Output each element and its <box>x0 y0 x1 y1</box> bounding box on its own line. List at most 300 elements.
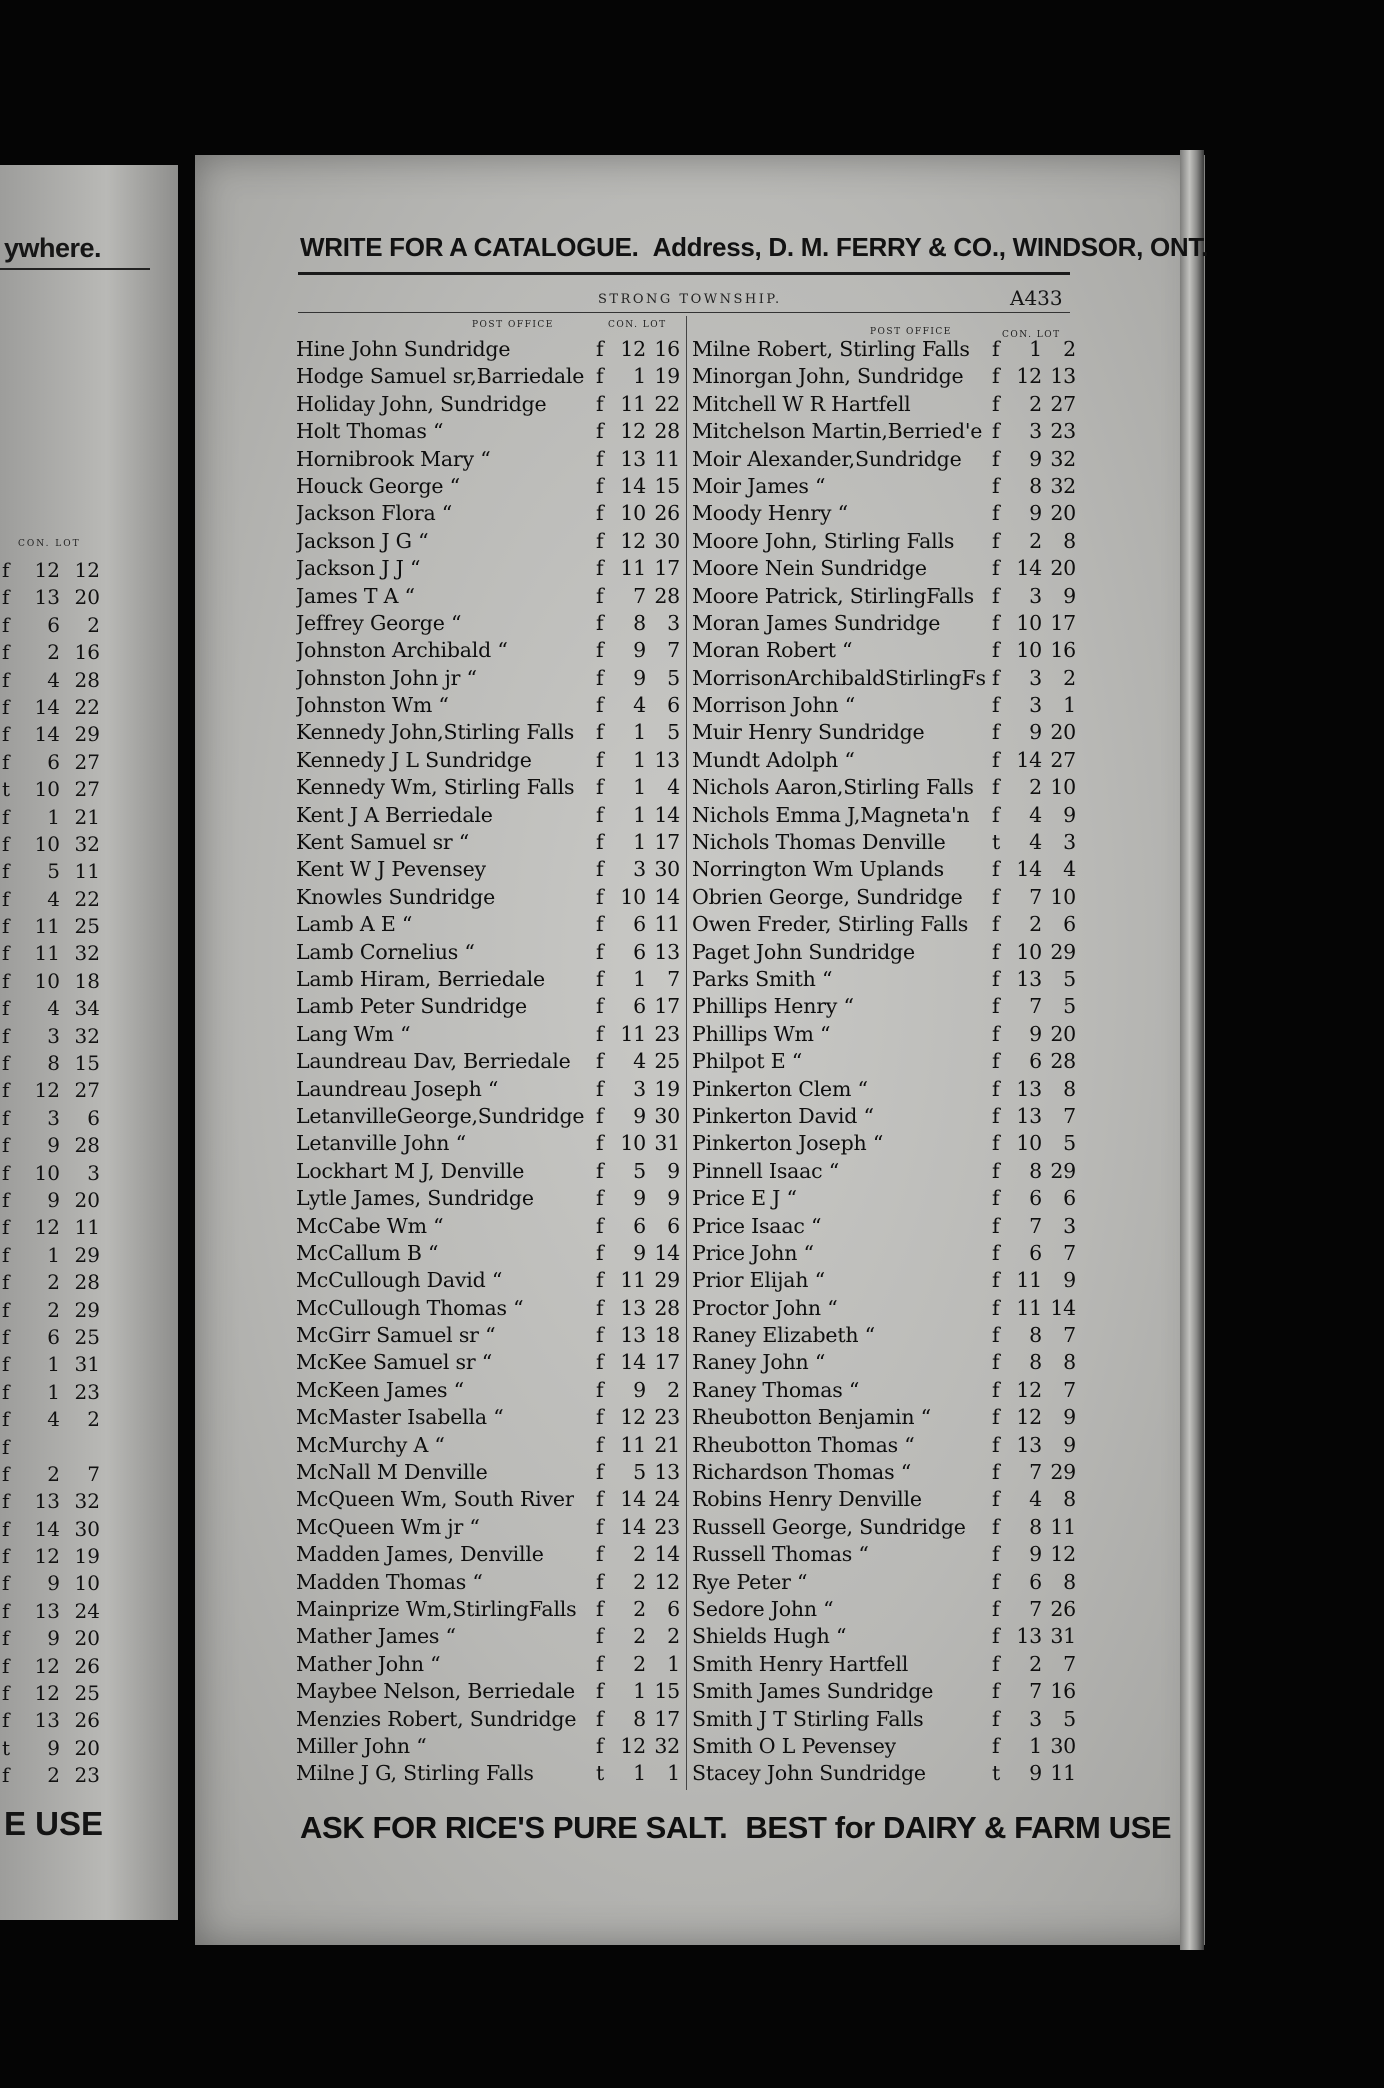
facing-entry-concession: 14 <box>34 722 60 747</box>
footer-ad-salt: ASK FOR RICE'S PURE SALT. <box>300 1810 728 1845</box>
entry-name: Houck George “ <box>296 473 460 498</box>
facing-entry-concession: 13 <box>34 585 60 610</box>
facing-entry-tenure: f <box>2 1708 10 1733</box>
facing-page-entry <box>0 1434 170 1461</box>
entry-tenure: f <box>992 1076 1000 1101</box>
entry-tenure: f <box>992 884 1000 909</box>
facing-page-heading-fragment: ywhere. <box>4 233 102 263</box>
entry-concession: 12 <box>620 1733 646 1758</box>
entry-lot: 17 <box>654 1706 680 1731</box>
directory-entry <box>296 1213 681 1240</box>
entry-concession: 1 <box>1029 1733 1042 1758</box>
entry-name: Stacey John Sundridge <box>692 1761 926 1786</box>
entry-concession: 9 <box>1029 1021 1042 1046</box>
directory-entry <box>296 966 681 993</box>
facing-page-column-header: CON. LOT <box>18 539 81 549</box>
entry-tenure: f <box>992 1596 1000 1621</box>
directory-entry <box>692 1021 1077 1048</box>
entry-name: Madden Thomas “ <box>296 1569 483 1594</box>
entry-lot: 28 <box>654 583 680 608</box>
entry-tenure: f <box>992 1706 1000 1731</box>
entry-tenure: f <box>992 583 1000 608</box>
directory-entry <box>296 1103 681 1130</box>
entry-concession: 11 <box>1016 1295 1042 1320</box>
facing-entry-concession: 12 <box>34 1653 60 1678</box>
entry-concession: 7 <box>1029 1679 1042 1704</box>
facing-entry-tenure: f <box>2 1626 10 1651</box>
facing-entry-lot: 18 <box>74 968 100 993</box>
entry-tenure: f <box>596 501 604 526</box>
facing-page-entry <box>0 1735 170 1762</box>
facing-entry-tenure: f <box>2 1160 10 1185</box>
entry-tenure: f <box>992 1049 1000 1074</box>
entry-concession: 6 <box>633 1213 646 1238</box>
entry-name: Letanville John “ <box>296 1131 466 1156</box>
entry-lot: 8 <box>1063 528 1076 553</box>
entry-lot: 3 <box>667 610 680 635</box>
entry-name: Philpot E “ <box>692 1049 803 1074</box>
facing-page-entry <box>0 886 170 913</box>
entry-name: Rheubotton Benjamin “ <box>692 1405 931 1430</box>
entry-name: Moran James Sundridge <box>692 610 941 635</box>
entry-lot: 14 <box>654 1240 680 1265</box>
entry-name: Pinkerton Clem “ <box>692 1076 868 1101</box>
entry-concession: 1 <box>633 775 646 800</box>
facing-entry-lot: 22 <box>74 694 100 719</box>
entry-tenure: f <box>596 1213 604 1238</box>
facing-entry-tenure: f <box>2 1489 10 1514</box>
entry-concession: 9 <box>1029 1542 1042 1567</box>
entry-concession: 13 <box>1016 966 1042 991</box>
entry-lot: 14 <box>1050 1295 1076 1320</box>
left-column <box>296 336 681 1788</box>
entry-concession: 5 <box>633 1158 646 1183</box>
facing-entry-concession: 12 <box>34 1078 60 1103</box>
entry-tenure: f <box>596 1514 604 1539</box>
entry-concession: 9 <box>633 1240 646 1265</box>
directory-entry <box>692 1349 1077 1376</box>
entry-concession: 2 <box>633 1651 646 1676</box>
entry-tenure: f <box>992 1460 1000 1485</box>
entry-name: Muir Henry Sundridge <box>692 720 925 745</box>
entry-lot: 9 <box>667 1186 680 1211</box>
entry-lot: 20 <box>1050 501 1076 526</box>
entry-concession: 13 <box>620 1295 646 1320</box>
entry-name: Smith O L Pevensey <box>692 1733 897 1758</box>
entry-tenure: f <box>992 720 1000 745</box>
directory-entry <box>692 1130 1077 1157</box>
directory-entry <box>296 1432 681 1459</box>
entry-name: Smith James Sundridge <box>692 1679 934 1704</box>
directory-entry <box>296 1295 681 1322</box>
facing-page-entry <box>0 913 170 940</box>
directory-entry <box>692 1432 1077 1459</box>
directory-entry <box>692 1486 1077 1513</box>
directory-entry <box>296 1404 681 1431</box>
entry-concession: 9 <box>1029 1761 1042 1786</box>
directory-entry <box>692 1076 1077 1103</box>
directory-entry <box>296 911 681 938</box>
footer-advertisement <box>300 1810 1172 1846</box>
column-divider <box>686 316 687 1790</box>
entry-name: Mather James “ <box>296 1624 456 1649</box>
facing-page-rule <box>0 268 150 270</box>
entry-name: Prior Elijah “ <box>692 1268 825 1293</box>
facing-entry-concession: 12 <box>34 1544 60 1569</box>
entry-concession: 10 <box>1016 939 1042 964</box>
entry-lot: 6 <box>667 1213 680 1238</box>
entry-name: Russell Thomas “ <box>692 1542 869 1567</box>
entry-name: Hornibrook Mary “ <box>296 446 491 471</box>
entry-name: James T A “ <box>296 583 415 608</box>
header-rule <box>298 272 1070 275</box>
facing-entry-tenure: t <box>2 1735 11 1760</box>
entry-name: Jackson J J “ <box>296 556 421 581</box>
directory-entry <box>692 610 1077 637</box>
entry-lot: 17 <box>1050 610 1076 635</box>
entry-concession: 7 <box>1029 884 1042 909</box>
facing-entry-lot: 32 <box>74 831 100 856</box>
entry-tenure: f <box>992 1542 1000 1567</box>
directory-entry <box>296 993 681 1020</box>
directory-entry <box>296 637 681 664</box>
entry-lot: 19 <box>654 1076 680 1101</box>
entry-concession: 3 <box>633 857 646 882</box>
entry-lot: 23 <box>654 1405 680 1430</box>
entry-concession: 5 <box>633 1460 646 1485</box>
entry-concession: 9 <box>633 665 646 690</box>
entry-name: Holiday John, Sundridge <box>296 391 547 416</box>
entry-concession: 6 <box>1029 1569 1042 1594</box>
directory-entry <box>692 1459 1077 1486</box>
directory-entry <box>296 500 681 527</box>
entry-tenure: f <box>992 1514 1000 1539</box>
entry-lot: 15 <box>654 1679 680 1704</box>
facing-entry-tenure: f <box>2 1297 10 1322</box>
entry-lot: 7 <box>1063 1103 1076 1128</box>
entry-concession: 2 <box>633 1624 646 1649</box>
directory-entry <box>296 363 681 390</box>
directory-entry <box>692 418 1077 445</box>
entry-lot: 11 <box>654 446 680 471</box>
directory-entry <box>296 446 681 473</box>
entry-concession: 11 <box>620 1021 646 1046</box>
directory-entry <box>692 1048 1077 1075</box>
entry-concession: 12 <box>1016 1377 1042 1402</box>
facing-page-entry <box>0 1269 170 1296</box>
directory-entry <box>692 747 1077 774</box>
entry-name: Obrien George, Sundridge <box>692 884 963 909</box>
left-con-lot-label: CON. LOT <box>608 320 667 330</box>
entry-lot: 7 <box>1063 1651 1076 1676</box>
entry-tenure: f <box>992 1679 1000 1704</box>
entry-lot: 12 <box>654 1569 680 1594</box>
entry-name: LetanvilleGeorge,Sundridge <box>296 1103 585 1128</box>
facing-entry-concession: 13 <box>34 1598 60 1623</box>
directory-entry <box>296 1158 681 1185</box>
entry-name: Madden James, Denville <box>296 1542 544 1567</box>
entry-lot: 7 <box>1063 1377 1076 1402</box>
entry-concession: 6 <box>1029 1186 1042 1211</box>
entry-tenure: f <box>596 775 604 800</box>
entry-concession: 1 <box>633 966 646 991</box>
entry-tenure: f <box>596 857 604 882</box>
entry-name: McQueen Wm, South River <box>296 1487 575 1512</box>
entry-name: Raney John “ <box>692 1350 826 1375</box>
facing-entry-lot: 20 <box>74 585 100 610</box>
entry-concession: 2 <box>1029 528 1042 553</box>
facing-entry-lot: 20 <box>74 1735 100 1760</box>
directory-entry <box>296 1486 681 1513</box>
entry-tenure: f <box>596 446 604 471</box>
right-post-office-label: POST OFFICE <box>870 327 952 337</box>
entry-name: Kennedy J L Sundridge <box>296 747 532 772</box>
facing-entry-lot: 12 <box>74 558 100 582</box>
entry-name: McCullough Thomas “ <box>296 1295 524 1320</box>
facing-page-entry <box>0 694 170 721</box>
entry-concession: 9 <box>1029 446 1042 471</box>
entry-lot: 32 <box>1050 473 1076 498</box>
entry-lot: 19 <box>654 364 680 389</box>
facing-entry-lot: 10 <box>74 1571 100 1596</box>
entry-name: Moir Alexander,Sundridge <box>692 446 962 471</box>
facing-entry-concession: 13 <box>34 1489 60 1514</box>
entry-tenure: f <box>992 1103 1000 1128</box>
facing-entry-tenure: f <box>2 859 10 884</box>
entry-lot: 8 <box>1063 1569 1076 1594</box>
directory-entry <box>296 719 681 746</box>
facing-page-footer-fragment: E USE <box>4 1805 104 1842</box>
entry-concession: 7 <box>1029 1460 1042 1485</box>
entry-concession: 2 <box>633 1569 646 1594</box>
facing-entry-tenure: f <box>2 558 10 582</box>
directory-entry <box>296 1130 681 1157</box>
entry-tenure: f <box>992 994 1000 1019</box>
facing-entry-concession: 12 <box>34 1681 60 1706</box>
entry-lot: 24 <box>654 1487 680 1512</box>
entry-name: Lamb A E “ <box>296 912 413 937</box>
entry-lot: 11 <box>654 912 680 937</box>
facing-entry-concession: 1 <box>47 1352 60 1377</box>
entry-lot: 7 <box>1063 1240 1076 1265</box>
directory-entry <box>296 1267 681 1294</box>
entry-name: Kennedy John,Stirling Falls <box>296 720 575 745</box>
facing-entry-lot: 16 <box>74 640 100 665</box>
facing-entry-lot: 32 <box>74 1023 100 1048</box>
directory-entry <box>692 802 1077 829</box>
facing-entry-concession: 2 <box>47 1461 60 1486</box>
facing-entry-tenure: f <box>2 1352 10 1377</box>
facing-entry-lot: 24 <box>74 1598 100 1623</box>
entry-name: Moore John, Stirling Falls <box>692 528 955 553</box>
entry-name: Mather John “ <box>296 1651 441 1676</box>
entry-lot: 30 <box>1050 1733 1076 1758</box>
facing-entry-lot: 28 <box>74 1270 100 1295</box>
entry-tenure: f <box>992 1021 1000 1046</box>
facing-entry-lot: 29 <box>74 722 100 747</box>
facing-page-entry <box>0 1187 170 1214</box>
facing-entry-tenure: f <box>2 749 10 774</box>
entry-tenure: f <box>992 638 1000 663</box>
entry-lot: 29 <box>1050 1460 1076 1485</box>
entry-tenure: f <box>596 638 604 663</box>
facing-entry-tenure: f <box>2 996 10 1021</box>
entry-tenure: f <box>596 528 604 553</box>
entry-concession: 10 <box>1016 610 1042 635</box>
entry-tenure: f <box>992 610 1000 635</box>
entry-lot: 31 <box>1050 1624 1076 1649</box>
directory-entry <box>296 1596 681 1623</box>
entry-concession: 8 <box>1029 1350 1042 1375</box>
entry-name: Mainprize Wm,StirlingFalls <box>296 1596 577 1621</box>
entry-lot: 6 <box>1063 912 1076 937</box>
entry-tenure: f <box>992 966 1000 991</box>
entry-concession: 6 <box>633 994 646 1019</box>
entry-tenure: f <box>596 747 604 772</box>
directory-entry <box>692 829 1077 856</box>
directory-entry <box>296 939 681 966</box>
entry-name: McCabe Wm “ <box>296 1213 444 1238</box>
entry-name: Paget John Sundridge <box>692 939 915 964</box>
entry-tenure: f <box>992 1158 1000 1183</box>
facing-entry-concession: 3 <box>47 1105 60 1130</box>
entry-name: Shields Hugh “ <box>692 1624 847 1649</box>
directory-entry <box>692 1158 1077 1185</box>
directory-entry <box>692 1760 1077 1787</box>
entry-tenure: f <box>596 1103 604 1128</box>
directory-entry <box>692 1623 1077 1650</box>
facing-page-entry <box>0 940 170 967</box>
facing-entry-lot: 27 <box>74 777 100 802</box>
entry-concession: 3 <box>1029 665 1042 690</box>
facing-entry-concession: 4 <box>47 886 60 911</box>
facing-entry-tenure: f <box>2 1215 10 1240</box>
entry-tenure: f <box>992 1131 1000 1156</box>
facing-entry-concession: 1 <box>47 1242 60 1267</box>
entry-name: Lockhart M J, Denville <box>296 1158 525 1183</box>
entry-name: Moir James “ <box>692 473 826 498</box>
facing-entry-tenure: f <box>2 1653 10 1678</box>
facing-page-entry <box>0 667 170 694</box>
facing-entry-lot: 29 <box>74 1242 100 1267</box>
facing-entry-lot: 26 <box>74 1653 100 1678</box>
facing-page-entry <box>0 1160 170 1187</box>
facing-entry-concession: 6 <box>47 612 60 637</box>
entry-tenure: f <box>992 1624 1000 1649</box>
directory-entry <box>296 1569 681 1596</box>
facing-entry-concession: 9 <box>47 1133 60 1158</box>
entry-name: McQueen Wm jr “ <box>296 1514 480 1539</box>
entry-lot: 30 <box>654 528 680 553</box>
facing-entry-tenure: f <box>2 1133 10 1158</box>
entry-name: Sedore John “ <box>692 1596 834 1621</box>
entry-name: Milne Robert, Stirling Falls <box>692 337 970 361</box>
entry-concession: 10 <box>1016 638 1042 663</box>
directory-entry <box>296 418 681 445</box>
entry-name: Mitchell W R Hartfell <box>692 391 911 416</box>
facing-entry-lot: 20 <box>74 1626 100 1651</box>
directory-entry <box>296 391 681 418</box>
facing-entry-lot: 27 <box>74 749 100 774</box>
facing-page-entry <box>0 1625 170 1652</box>
facing-entry-concession: 9 <box>47 1626 60 1651</box>
entry-name: McKee Samuel sr “ <box>296 1350 493 1375</box>
directory-entry <box>692 363 1077 390</box>
entry-concession: 8 <box>1029 473 1042 498</box>
entry-concession: 4 <box>1029 830 1042 855</box>
header-advertisement <box>300 232 1209 263</box>
directory-entry <box>692 1678 1077 1705</box>
facing-page-entry <box>0 1297 170 1324</box>
facing-entry-lot: 25 <box>74 914 100 939</box>
entry-name: Mitchelson Martin,Berried'e <box>692 419 983 444</box>
entry-name: McCullough David “ <box>296 1268 503 1293</box>
entry-concession: 9 <box>633 1377 646 1402</box>
entry-tenure: f <box>992 1295 1000 1320</box>
entry-name: Lamb Hiram, Berriedale <box>296 966 545 991</box>
entry-tenure: f <box>992 1240 1000 1265</box>
entry-lot: 17 <box>654 1350 680 1375</box>
directory-entry <box>296 336 681 363</box>
directory-entry <box>296 1514 681 1541</box>
facing-page-entry <box>0 1406 170 1433</box>
entry-name: Mundt Adolph “ <box>692 747 855 772</box>
entry-concession: 9 <box>1029 501 1042 526</box>
directory-entry <box>692 939 1077 966</box>
facing-page-entry <box>0 968 170 995</box>
directory-entry <box>692 774 1077 801</box>
directory-entry <box>692 583 1077 610</box>
entry-name: McNall M Denville <box>296 1460 488 1485</box>
facing-page-entry <box>0 1023 170 1050</box>
entry-tenure: f <box>596 1460 604 1485</box>
entry-lot: 16 <box>654 337 680 361</box>
entry-name: McMaster Isabella “ <box>296 1405 504 1430</box>
entry-tenure: f <box>992 1377 1000 1402</box>
entry-concession: 6 <box>633 912 646 937</box>
entry-name: Johnston Archibald “ <box>296 638 508 663</box>
entry-concession: 3 <box>1029 693 1042 718</box>
entry-name: Morrison John “ <box>692 693 856 718</box>
directory-entry <box>296 1048 681 1075</box>
directory-entry <box>692 1240 1077 1267</box>
entry-lot: 14 <box>654 1542 680 1567</box>
entry-lot: 20 <box>1050 556 1076 581</box>
facing-entry-tenure: f <box>2 1516 10 1541</box>
page-number: A433 <box>1010 286 1063 310</box>
entry-concession: 11 <box>620 1432 646 1457</box>
directory-entry <box>296 555 681 582</box>
facing-entry-concession: 9 <box>47 1187 60 1212</box>
entry-lot: 29 <box>1050 1158 1076 1183</box>
entry-concession: 13 <box>1016 1103 1042 1128</box>
entry-concession: 2 <box>1029 391 1042 416</box>
directory-entry <box>692 665 1077 692</box>
entry-lot: 13 <box>654 939 680 964</box>
facing-entry-lot: 32 <box>74 1489 100 1514</box>
facing-page-entry <box>0 1762 170 1789</box>
entry-name: Minorgan John, Sundridge <box>692 364 964 389</box>
entry-name: Rheubotton Thomas “ <box>692 1432 915 1457</box>
directory-entry <box>296 1322 681 1349</box>
directory-entry <box>692 446 1077 473</box>
entry-tenure: f <box>992 912 1000 937</box>
directory-entry <box>692 856 1077 883</box>
facing-entry-concession: 10 <box>34 777 60 802</box>
entry-name: Lamb Cornelius “ <box>296 939 475 964</box>
entry-tenure: t <box>992 1761 1001 1786</box>
entry-name: Menzies Robert, Sundridge <box>296 1706 577 1731</box>
